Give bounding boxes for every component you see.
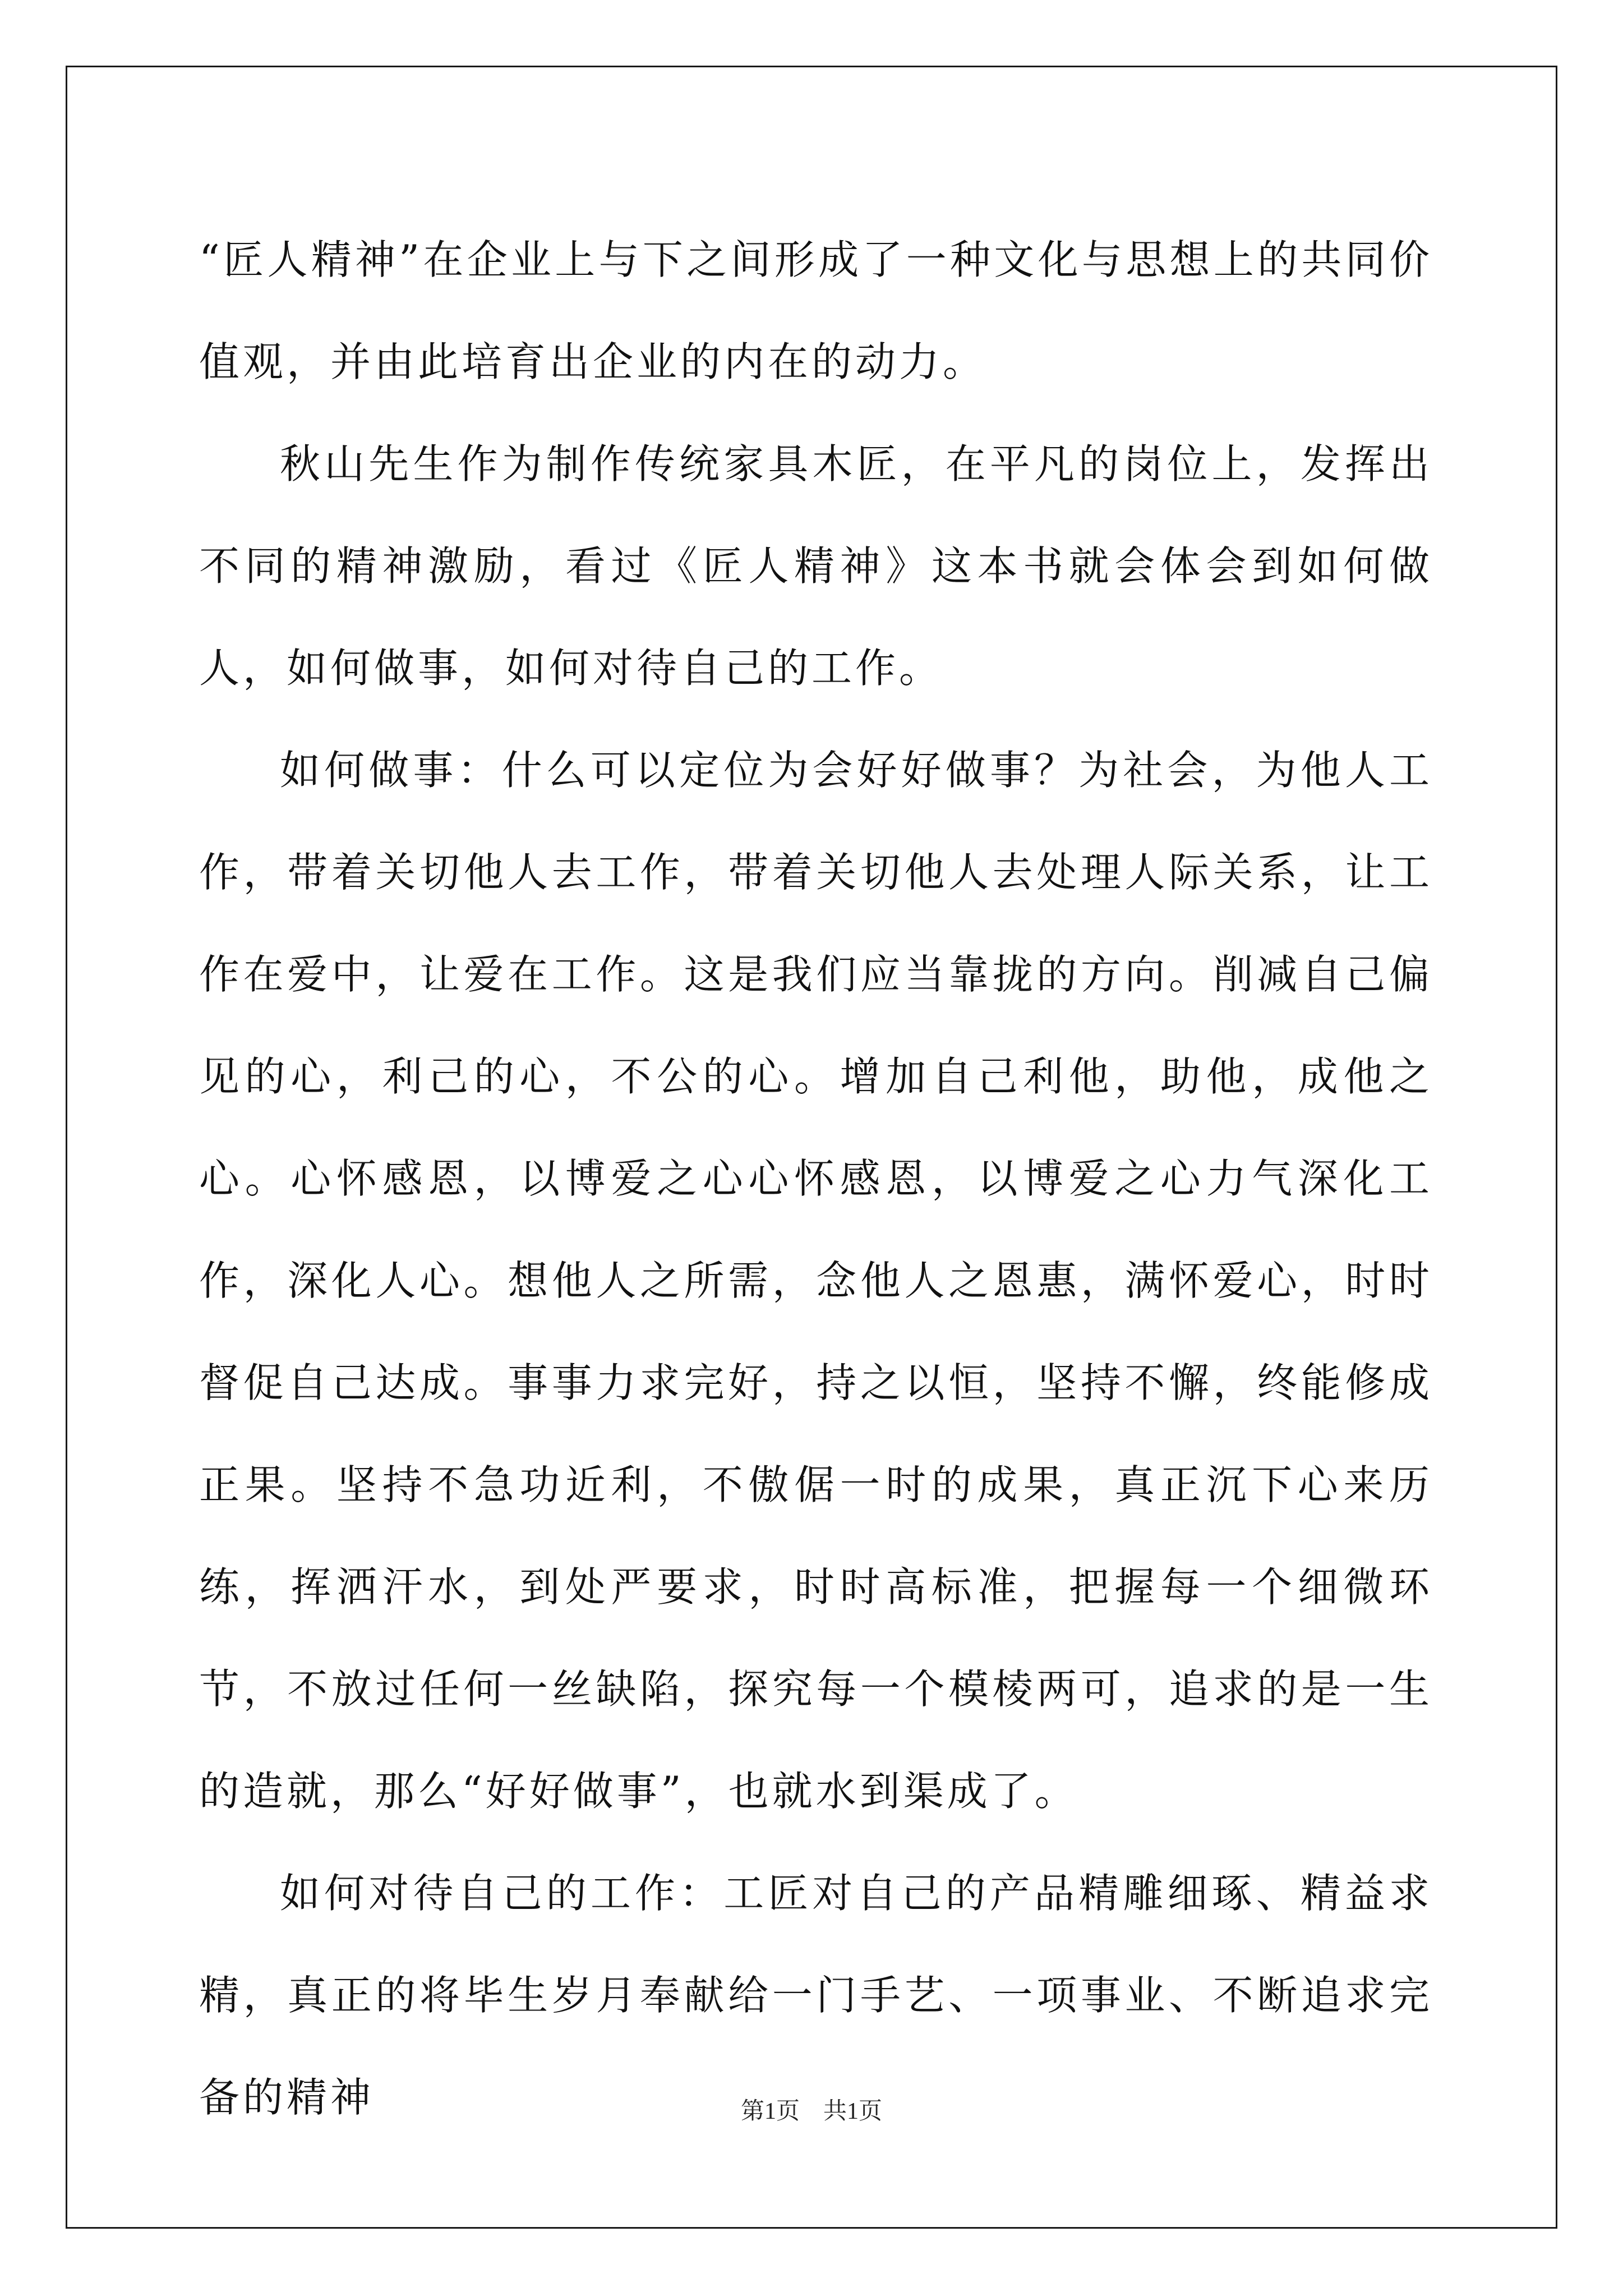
paragraph-1: “匠人精神”在企业上与下之间形成了一种文化与思想上的共同价值观，并由此培育出企业的内在的动力。	[199, 236, 1433, 385]
paragraph-3: 如何做事：什么可以定位为会好好做事？为社会，为他人工作，带着关切他人去工作，带着关切他人去处理人际关系，让工作在爱中，让爱在工作。这是我们应当靠拢的方向。削减自己偏见的心，利己的心，不公的心。增加自己利他，助他，成他之心。心怀感恩，以博爱之心心怀感恩，以博爱之心力气深化工作，深化人心。想他人之所需，念他人之恩惠，满怀爱心，时时督促自己达成。事事力求完好，持之以恒，坚持不懈，终能修成正果。坚持不急功近利，不傲倨一时的成果，真正沉下心来历练，挥洒汗水，到处严要求，时时高标准，把握每一个细微环节，不放过任何一丝缺陷，探究每一个模棱两可，追求的是一生的造就，那么“好好做事”，也就水到渠成了。	[199, 747, 1433, 1815]
paragraph-2: 秋山先生作为制作传统家具木匠，在平凡的岗位上，发挥出不同的精神激励，看过《匠人精神》这本书就会体会到如何做人，如何做事，如何对待自己的工作。	[199, 440, 1433, 692]
document-body	[199, 209, 1433, 2148]
paragraph-4: 如何对待自己的工作：工匠对自己的产品精雕细琢、精益求精，真正的将毕生岁月奉献给一门手艺、一项事业、不断追求完备的精神	[199, 1870, 1433, 2121]
page-number-footer: 第1页 共1页	[740, 2099, 882, 2124]
